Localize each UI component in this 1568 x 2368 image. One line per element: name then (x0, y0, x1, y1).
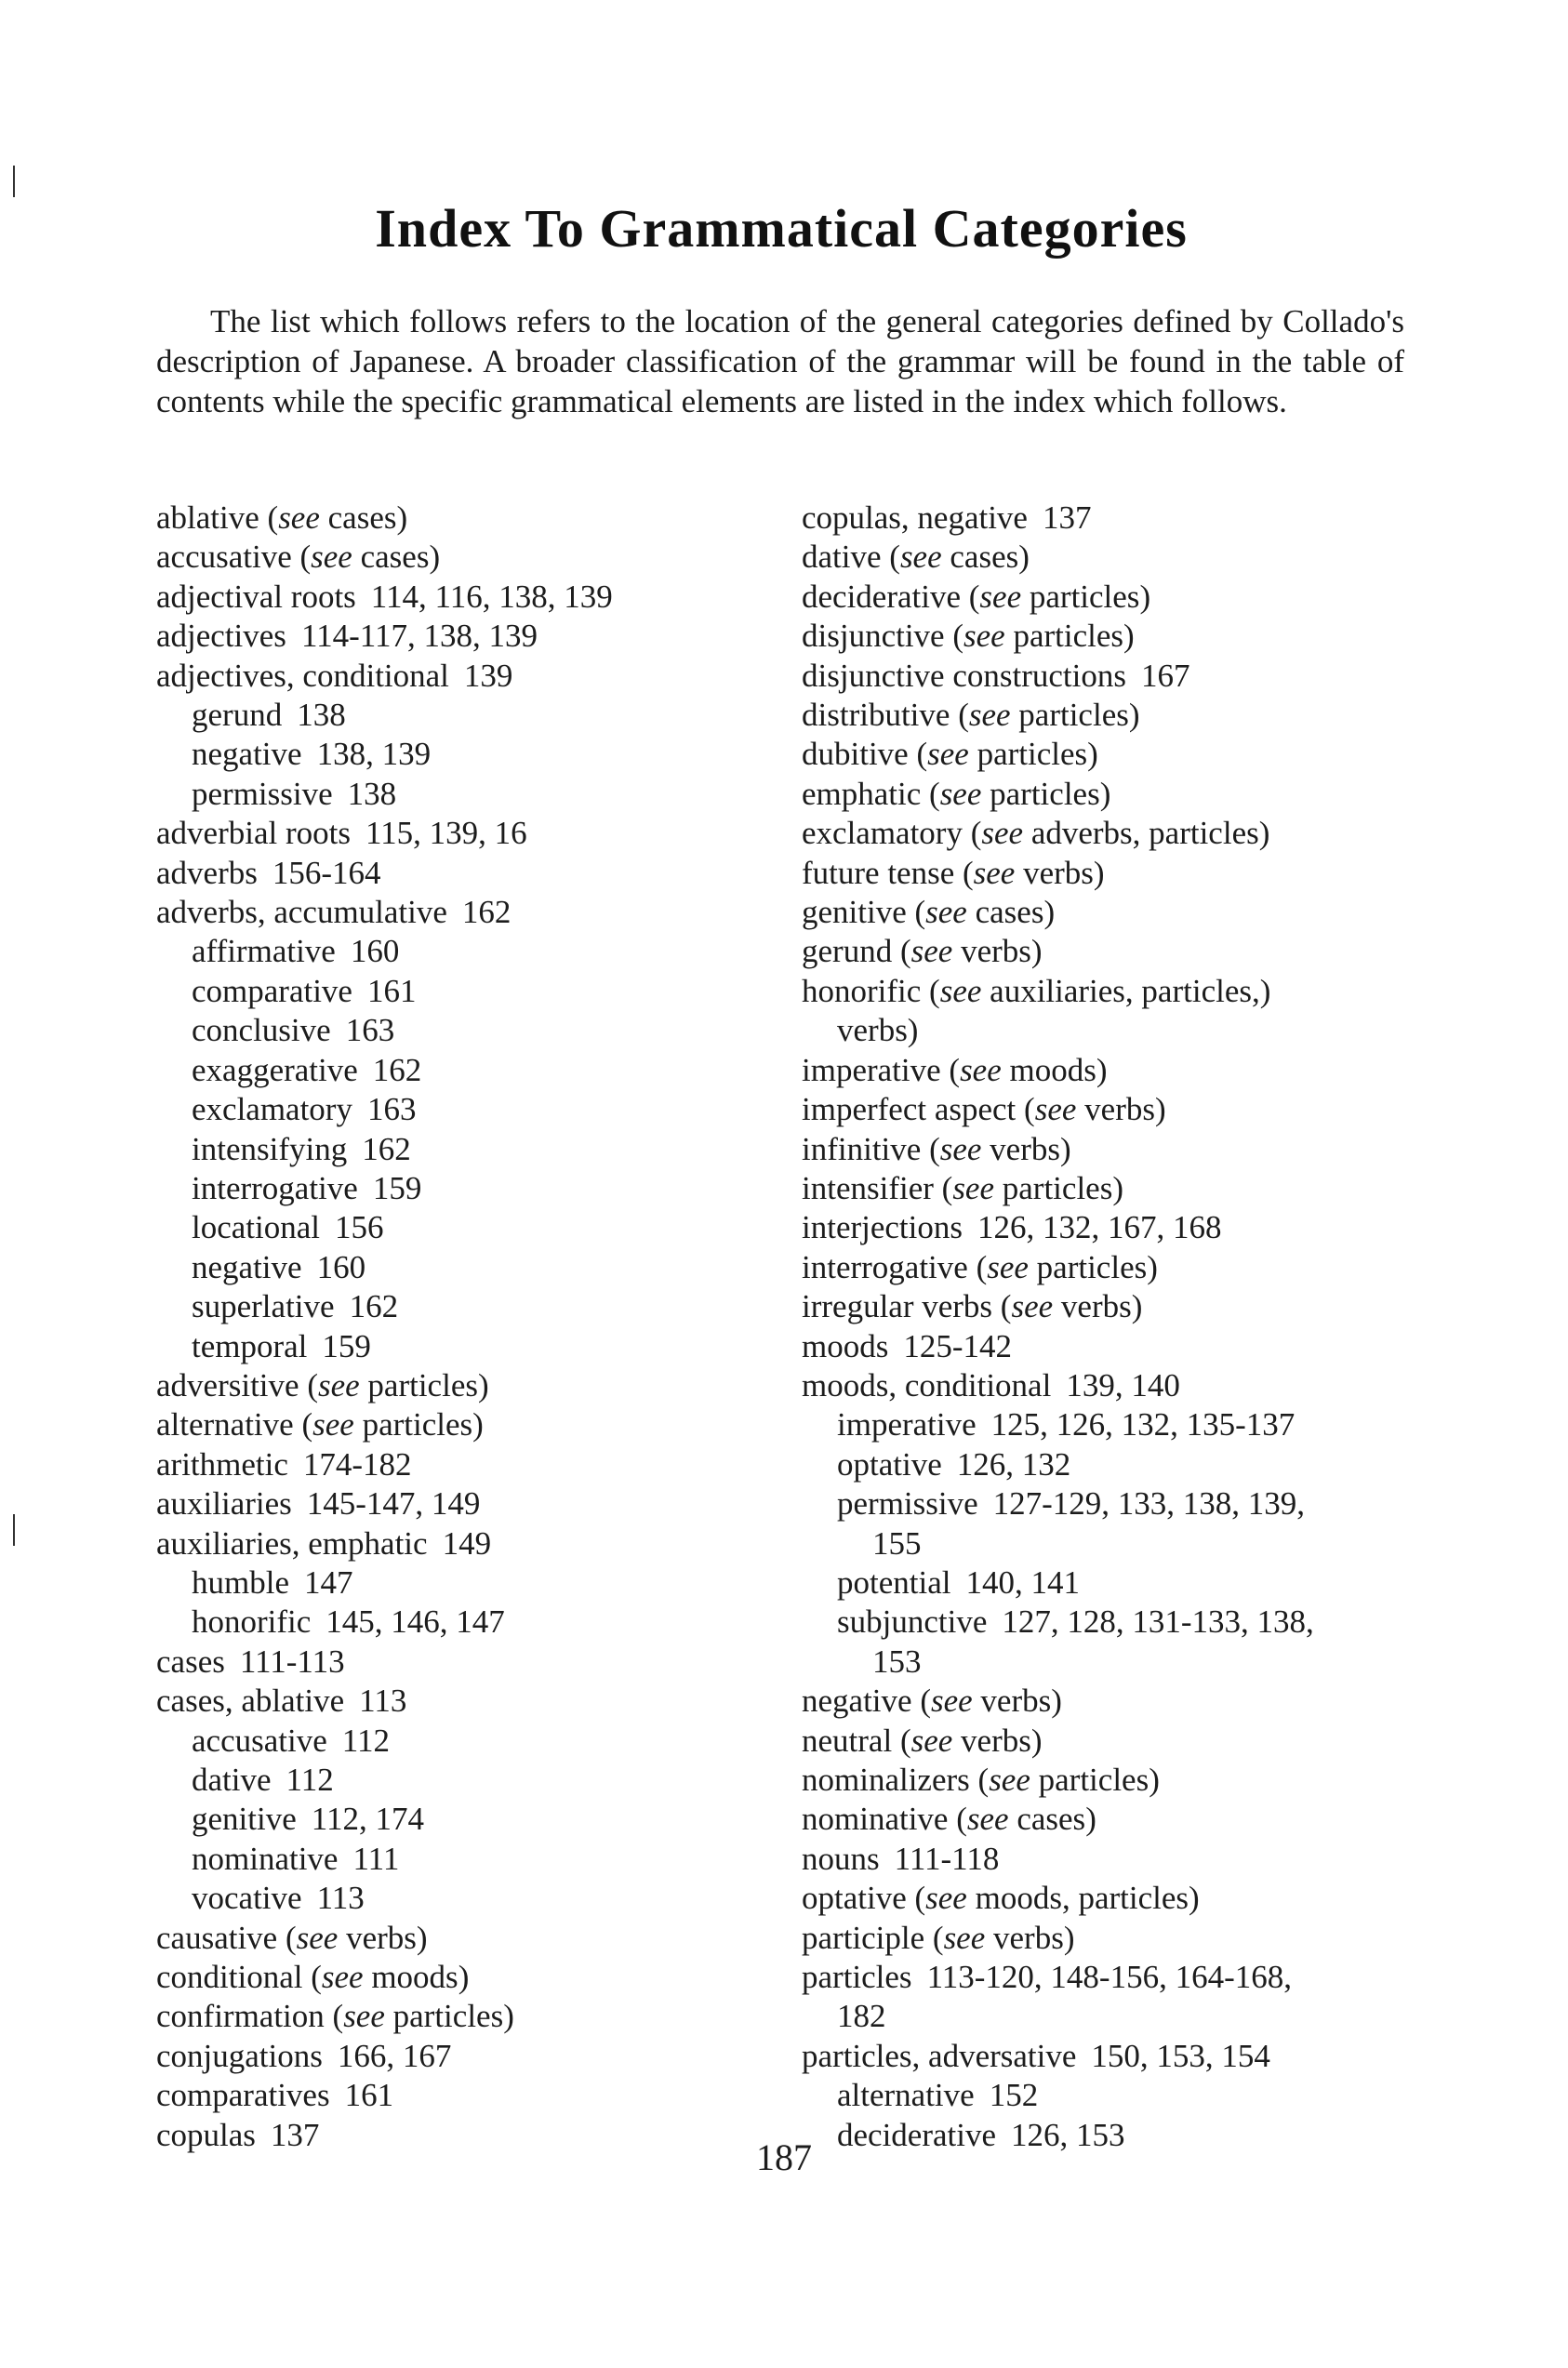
cross-reference: verbs (346, 1919, 417, 1956)
cross-reference: particles (362, 1406, 473, 1443)
see-label: see (939, 972, 982, 1009)
entry-term: participle (802, 1919, 925, 1956)
index-entry: nominative (see cases) (802, 1801, 1096, 1838)
cross-reference: particles (392, 1998, 504, 2035)
entry-term: exaggerative (192, 1051, 358, 1088)
see-label: see (278, 499, 320, 536)
entry-term: irregular verbs (802, 1288, 993, 1325)
entry-term: cases (156, 1643, 225, 1680)
see-label: see (317, 1366, 360, 1404)
entry-term: deciderative (802, 578, 962, 615)
index-entry-continuation (802, 1011, 1453, 1050)
entry-term: moods (802, 1327, 889, 1364)
index-entry (156, 1643, 807, 1682)
index-entry-continuation (802, 1524, 1453, 1563)
entry-term: gerund (192, 697, 283, 734)
cross-reference: particles (1038, 1762, 1149, 1798)
index-entry (802, 1840, 1453, 1879)
cross-reference: particles (367, 1366, 478, 1404)
entry-pages: 160 (350, 933, 400, 970)
entry-term: superlative (192, 1288, 335, 1325)
cross-reference: cases (360, 539, 430, 576)
margin-mark (13, 1514, 15, 1546)
entry-term: conditional (156, 1959, 303, 1996)
entry-pages: 126, 132, 167, 168 (977, 1209, 1222, 1246)
entry-term: deciderative (837, 2116, 997, 2153)
entry-pages: 162 (349, 1288, 399, 1325)
margin-mark (13, 166, 15, 197)
index-entry: disjunctive (see particles) (802, 618, 1135, 655)
entry-term: adverbs, accumulative (156, 894, 447, 931)
entry-term: infinitive (802, 1130, 922, 1167)
entry-continuation-text: 155 (872, 1524, 922, 1562)
index-entry-continuation (802, 1997, 1453, 2036)
entry-pages: 163 (345, 1012, 395, 1049)
entry-term: imperative (837, 1406, 977, 1443)
cross-reference: verbs (980, 1683, 1052, 1720)
entry-pages: 112 (286, 1762, 334, 1798)
entry-term: future tense (802, 854, 955, 891)
index-subentry (156, 1761, 807, 1800)
index-entry (156, 617, 807, 656)
cross-reference: adverbs, particles (1030, 815, 1259, 852)
index-subentry (802, 1405, 1453, 1444)
see-label: see (1034, 1091, 1077, 1128)
index-entry (802, 1958, 1453, 1997)
see-label: see (311, 539, 352, 576)
index-subentry (156, 1011, 807, 1050)
entry-term: disjunctive constructions (802, 657, 1126, 694)
index-entry: imperfect aspect (see verbs) (802, 1091, 1166, 1128)
intro-paragraph: The list which follows refers to the location of the general categories defined by Collado's description of Japanese. A broader classification of the grammar will be found in the table of contents while the specific grammatical elements are listed in the index which follows. (156, 303, 1404, 419)
entry-term: copulas (156, 2116, 256, 2153)
entry-term: particles (802, 1959, 912, 1996)
entry-pages: 137 (1042, 499, 1092, 536)
index-entry: dubitive (see particles) (802, 736, 1098, 773)
see-label: see (952, 1169, 995, 1206)
see-label: see (963, 618, 1005, 655)
entry-pages: 145-147, 149 (306, 1485, 481, 1523)
cross-reference: moods (1009, 1051, 1096, 1088)
entry-pages: 115, 139, 16 (365, 815, 527, 852)
index-subentry (156, 1879, 807, 1918)
page-number: 187 (756, 2136, 812, 2178)
cross-reference: verbs (990, 1130, 1060, 1167)
cross-reference: cases (950, 539, 1019, 576)
entry-pages: 150, 153, 154 (1091, 2037, 1270, 2074)
entry-pages: 111-118 (894, 1840, 1000, 1877)
see-label: see (981, 815, 1024, 852)
index-entry: deciderative (see particles) (802, 578, 1151, 615)
entry-term: disjunctive (802, 618, 945, 655)
entry-term: nominalizers (802, 1762, 970, 1798)
entry-term: subjunctive (837, 1603, 988, 1641)
entry-term: exclamatory (802, 815, 963, 852)
entry-pages: 127, 128, 131-133, 138, (1002, 1603, 1314, 1641)
index-subentry (156, 1090, 807, 1129)
entry-pages: 112 (341, 1722, 390, 1759)
entry-pages: 162 (461, 894, 512, 931)
see-label: see (925, 894, 967, 931)
index-entry (156, 578, 807, 617)
entry-term: conclusive (192, 1012, 331, 1049)
entry-term: adjectival roots (156, 578, 356, 615)
index-entry (802, 499, 1453, 538)
page-title: Index To Grammatical Categories (375, 198, 1188, 259)
index-entry: intensifier (see particles) (802, 1169, 1123, 1206)
cross-reference: particles (1018, 697, 1129, 734)
index-subentry (156, 1840, 807, 1879)
cross-reference: verbs (961, 1722, 1031, 1759)
see-label: see (910, 933, 953, 970)
index-subentry (156, 1208, 807, 1247)
entry-term: locational (192, 1209, 321, 1246)
index-entry: conditional (see moods) (156, 1959, 470, 1996)
index-entry: irregular verbs (see verbs) (802, 1288, 1143, 1325)
index-entry (156, 2076, 807, 2115)
entry-term: emphatic (802, 775, 922, 812)
index-entry: nominalizers (see particles) (802, 1762, 1160, 1798)
index-entry (156, 2037, 807, 2076)
entry-term: optative (837, 1445, 942, 1483)
entry-term: interjections (802, 1209, 963, 1246)
index-subentry (156, 775, 807, 814)
entry-pages: 113 (316, 1880, 365, 1917)
index-subentry (156, 1722, 807, 1761)
entry-term: imperfect aspect (802, 1091, 1017, 1128)
index-entry (156, 814, 807, 853)
cross-reference: verbs (961, 933, 1031, 970)
entry-pages: 140, 141 (965, 1563, 1080, 1601)
entry-term: alternative (156, 1406, 294, 1443)
index-entry: negative (see verbs) (802, 1683, 1062, 1720)
entry-pages: 126, 132 (956, 1445, 1071, 1483)
entry-term: optative (802, 1880, 907, 1917)
entry-term: alternative (837, 2077, 975, 2114)
index-entry: imperative (see moods) (802, 1051, 1108, 1088)
entry-pages: 163 (366, 1091, 417, 1128)
cross-reference: moods, particles (975, 1880, 1189, 1917)
entry-pages: 138, 139 (316, 736, 432, 773)
entry-term: dative (802, 539, 882, 576)
index-column-left (156, 499, 807, 2155)
index-entry (802, 657, 1453, 696)
entry-term: adjectives, conditional (156, 657, 449, 694)
entry-term: intensifying (192, 1130, 348, 1167)
index-subentry (156, 1287, 807, 1326)
entry-term: nominative (192, 1840, 339, 1877)
see-label: see (925, 1880, 967, 1917)
cross-reference: particles (1002, 1169, 1113, 1206)
index-subentry (156, 1327, 807, 1366)
entry-pages: 160 (316, 1248, 366, 1285)
entry-term: honorific (192, 1603, 312, 1641)
index-entry: accusative (see cases) (156, 539, 441, 576)
index-entry: interrogative (see particles) (802, 1248, 1158, 1285)
see-label: see (927, 736, 969, 773)
entry-term: comparatives (156, 2077, 330, 2114)
cross-reference: particles (1029, 578, 1140, 615)
cross-reference: auxiliaries, particles, (990, 972, 1260, 1009)
entry-continuation-text: 182 (837, 1998, 886, 2035)
entry-term: particles, adversative (802, 2037, 1077, 2074)
entry-term: causative (156, 1919, 278, 1956)
entry-pages: 166, 167 (337, 2037, 452, 2074)
entry-term: cases, ablative (156, 1683, 345, 1720)
entry-term: negative (192, 1248, 302, 1285)
index-subentry (802, 1603, 1453, 1642)
see-label: see (899, 539, 942, 576)
index-subentry (156, 735, 807, 774)
entry-pages: 112, 174 (311, 1801, 424, 1838)
see-label: see (966, 1801, 1009, 1838)
entry-pages: 145, 146, 147 (326, 1603, 505, 1641)
entry-pages: 167 (1140, 657, 1190, 694)
see-label: see (312, 1406, 354, 1443)
entry-pages: 159 (322, 1327, 371, 1364)
entry-pages: 139, 140 (1066, 1366, 1180, 1404)
cross-reference: verbs (1060, 1288, 1132, 1325)
index-column-right (802, 499, 1453, 2155)
index-entry (156, 1524, 807, 1563)
index-entry: infinitive (see verbs) (802, 1130, 1071, 1167)
entry-term: honorific (802, 972, 922, 1009)
see-label: see (939, 1130, 982, 1167)
entry-pages: 161 (366, 972, 417, 1009)
index-subentry (802, 1445, 1453, 1484)
entry-term: accusative (156, 539, 292, 576)
entry-term: gerund (802, 933, 893, 970)
index-subentry (802, 2076, 1453, 2115)
entry-term: potential (837, 1563, 951, 1601)
entry-term: accusative (192, 1722, 327, 1759)
index-subentry (802, 1563, 1453, 1603)
entry-term: conjugations (156, 2037, 323, 2074)
entry-pages: 149 (442, 1524, 492, 1562)
cross-reference: cases (975, 894, 1044, 931)
entry-term: negative (802, 1683, 912, 1720)
entry-pages: 152 (989, 2077, 1039, 2114)
see-label: see (939, 775, 982, 812)
index-entry: distributive (see particles) (802, 697, 1140, 734)
index-entry (156, 854, 807, 893)
index-subentry (802, 1484, 1453, 1523)
entry-pages: 114-117, 138, 139 (300, 618, 538, 655)
cross-reference: particles (1036, 1248, 1148, 1285)
index-entry (156, 1682, 807, 1721)
cross-reference: moods (371, 1959, 458, 1996)
see-label: see (960, 1051, 1002, 1088)
entry-pages: 113 (359, 1683, 407, 1720)
entry-term: genitive (802, 894, 907, 931)
entry-term: arithmetic (156, 1445, 288, 1483)
entry-term: nominative (802, 1801, 949, 1838)
index-entry: ablative (see cases) (156, 499, 408, 536)
entry-term: neutral (802, 1722, 893, 1759)
index-entry: optative (see moods, particles) (802, 1880, 1200, 1917)
entry-continuation-text: 153 (872, 1643, 922, 1680)
cross-reference: cases (327, 499, 397, 536)
entry-term: auxiliaries (156, 1485, 292, 1523)
entry-pages: 126, 153 (1011, 2116, 1125, 2153)
see-label: see (321, 1959, 364, 1996)
entry-pages: 137 (270, 2116, 320, 2153)
index-subentry (156, 972, 807, 1011)
entry-term: adverbs (156, 854, 258, 891)
index-subentry (156, 1248, 807, 1287)
entry-term: adversitive (156, 1366, 299, 1404)
entry-term: permissive (837, 1485, 978, 1523)
index-subentry (156, 1169, 807, 1208)
index-subentry (156, 1800, 807, 1839)
index-entry: gerund (see verbs) (802, 933, 1043, 970)
see-label: see (968, 697, 1011, 734)
entry-pages: 139 (463, 657, 513, 694)
entry-pages: 138 (297, 697, 346, 734)
entry-term: genitive (192, 1801, 297, 1838)
index-entry (802, 1366, 1453, 1405)
entry-pages: 156 (335, 1209, 384, 1246)
entry-pages: 125-142 (903, 1327, 1013, 1364)
entry-term: ablative (156, 499, 259, 536)
entry-term: negative (192, 736, 302, 773)
entry-term: humble (192, 1563, 289, 1601)
see-label: see (973, 854, 1016, 891)
index-entry: neutral (see verbs) (802, 1722, 1043, 1759)
index-subentry (156, 1130, 807, 1169)
cross-reference: particles (990, 775, 1100, 812)
index-entry (156, 893, 807, 932)
entry-pages: 174-182 (302, 1445, 412, 1483)
entry-pages: 111 (352, 1840, 400, 1877)
index-subentry (156, 696, 807, 735)
index-entry (156, 1445, 807, 1484)
see-label: see (943, 1919, 986, 1956)
entry-pages: 159 (372, 1169, 422, 1206)
entry-pages: 162 (362, 1130, 411, 1167)
index-entry: exclamatory (see adverbs, particles) (802, 815, 1270, 852)
index-subentry (156, 932, 807, 971)
cross-reference: verbs (1084, 1091, 1155, 1128)
entry-pages: 161 (344, 2077, 394, 2114)
index-entry: participle (see verbs) (802, 1919, 1075, 1956)
cross-reference: particles (977, 736, 1088, 773)
entry-pages: 156-164 (272, 854, 381, 891)
entry-term: nouns (802, 1840, 880, 1877)
see-label: see (296, 1919, 339, 1956)
index-entry: dative (see cases) (802, 539, 1030, 576)
index-entry: emphatic (see particles) (802, 775, 1111, 812)
see-label: see (910, 1722, 953, 1759)
index-entry-continuation (802, 1643, 1453, 1682)
entry-term: interrogative (802, 1248, 968, 1285)
entry-term: interrogative (192, 1169, 358, 1206)
entry-pages: 114, 116, 138, 139 (370, 578, 613, 615)
index-subentry (156, 1051, 807, 1090)
index-entry: alternative (see particles) (156, 1406, 484, 1443)
entry-term: comparative (192, 972, 352, 1009)
entry-term: auxiliaries, emphatic (156, 1524, 428, 1562)
entry-term: permissive (192, 775, 333, 812)
entry-pages: 113-120, 148-156, 164-168, (926, 1959, 1292, 1996)
entry-term: adverbial roots (156, 815, 351, 852)
see-label: see (1011, 1288, 1054, 1325)
see-label: see (979, 578, 1022, 615)
index-entry (156, 657, 807, 696)
entry-term: temporal (192, 1327, 308, 1364)
entry-term: dubitive (802, 736, 909, 773)
see-label: see (987, 1248, 1029, 1285)
index-entry (802, 1327, 1453, 1366)
index-entry: genitive (see cases) (802, 894, 1056, 931)
entry-term: exclamatory (192, 1091, 352, 1128)
entry-term: imperative (802, 1051, 941, 1088)
entry-pages: 127-129, 133, 138, 139, (992, 1485, 1306, 1523)
index-entry: adversitive (see particles) (156, 1366, 489, 1404)
entry-term: vocative (192, 1880, 302, 1917)
entry-term: adjectives (156, 618, 286, 655)
entry-pages: 125, 126, 132, 135-137 (990, 1406, 1296, 1443)
see-label: see (343, 1998, 385, 2035)
index-subentry (156, 1603, 807, 1642)
entry-term: moods, conditional (802, 1366, 1052, 1404)
cross-reference: cases (1017, 1801, 1086, 1838)
index-entry: future tense (see verbs) (802, 854, 1105, 891)
entry-continuation-text: verbs) (837, 1012, 919, 1049)
entry-term: dative (192, 1762, 272, 1798)
entry-term: distributive (802, 697, 950, 734)
index-entry: honorific (see auxiliaries, particles,) (802, 972, 1271, 1009)
entry-term: affirmative (192, 933, 336, 970)
index-entry: causative (see verbs) (156, 1919, 428, 1956)
cross-reference: verbs (1023, 854, 1094, 891)
entry-pages: 147 (303, 1563, 353, 1601)
cross-reference: verbs (993, 1919, 1064, 1956)
entry-pages: 111-113 (239, 1643, 345, 1680)
entry-pages: 162 (372, 1051, 422, 1088)
index-entry (156, 1484, 807, 1523)
index-subentry (156, 1563, 807, 1603)
cross-reference: particles (1013, 618, 1124, 655)
entry-term: intensifier (802, 1169, 934, 1206)
see-label: see (930, 1683, 973, 1720)
see-label: see (989, 1762, 1030, 1798)
index-entry (802, 2037, 1453, 2076)
index-entry: confirmation (see particles) (156, 1998, 514, 2035)
entry-term: copulas, negative (802, 499, 1028, 536)
entry-pages: 138 (347, 775, 397, 812)
index-entry (802, 1208, 1453, 1247)
entry-term: confirmation (156, 1998, 325, 2035)
